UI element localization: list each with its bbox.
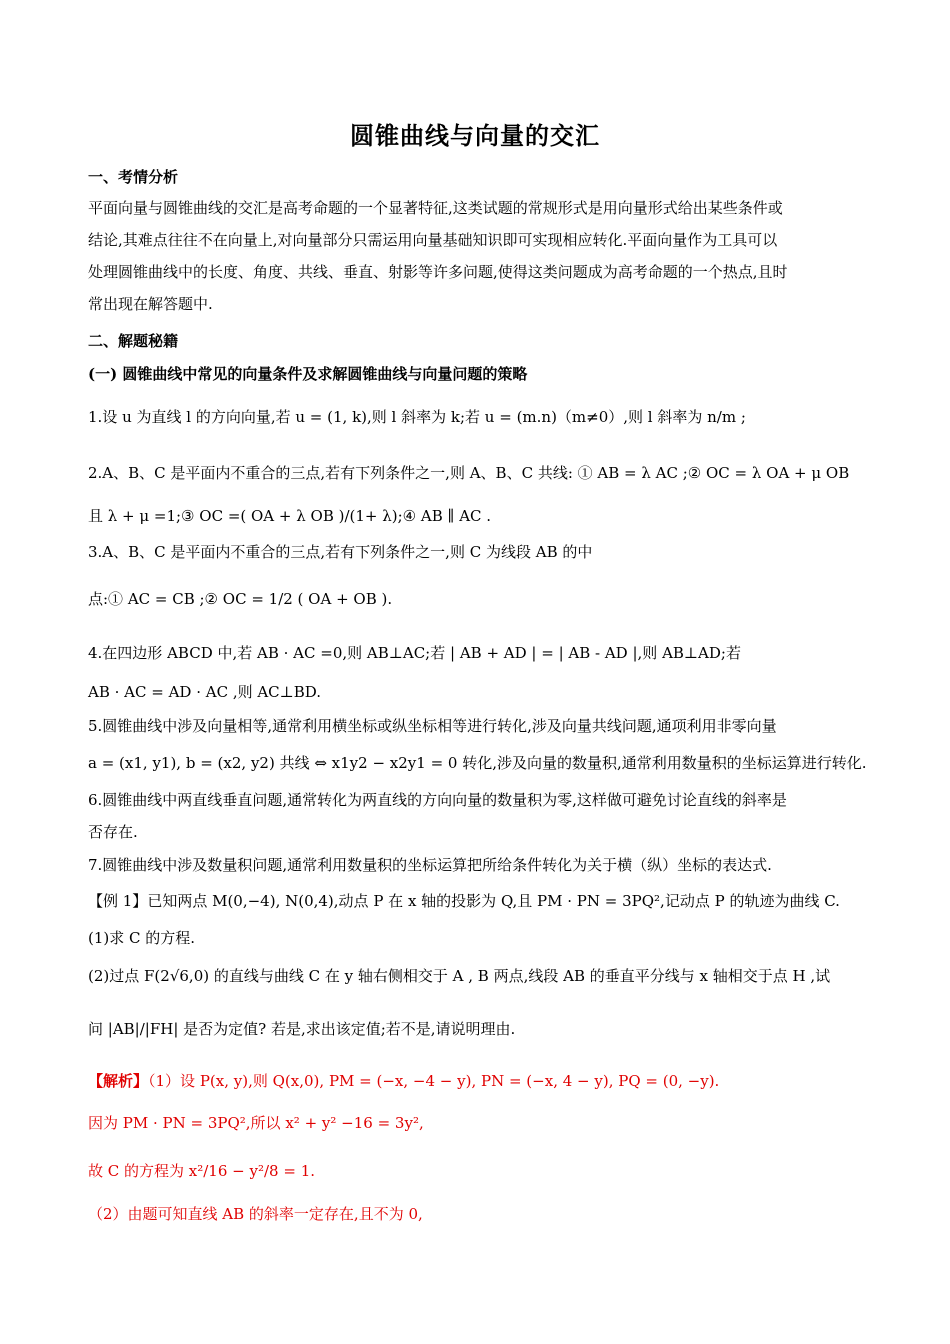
solution-text: （1）设 P(x, y),则 Q(x,0), PM = (−x, −4 − y), PN = (−x, 4 − y), PQ = (0, −y). bbox=[148, 1072, 720, 1090]
example-question-1: (1)求 C 的方程. bbox=[88, 929, 196, 947]
item-4-line-2: AB · AC = AD · AC ,则 AC⊥BD. bbox=[88, 683, 322, 701]
subsection-heading: (一) 圆锥曲线中常见的向量条件及求解圆锥曲线与向量问题的策略 bbox=[88, 365, 528, 383]
item-2-line-1: 2.A、B、C 是平面内不重合的三点,若有下列条件之一,则 A、B、C 共线: ① AB = λ AC ;② OC = λ OA + μ OB bbox=[88, 464, 850, 482]
item-3-line-1: 3.A、B、C 是平面内不重合的三点,若有下列条件之一,则 C 为线段 AB 的中 bbox=[88, 543, 593, 561]
item-7: 7.圆锥曲线中涉及数量积问题,通常利用数量积的坐标运算把所给条件转化为关于横（纵）坐标的表达式. bbox=[88, 856, 772, 874]
item-5-line-2: a = (x1, y1), b = (x2, y2) 共线 ⇔ x1y2 − x2y1 = 0 转化,涉及向量的数量积,通常利用数量积的坐标运算进行转化. bbox=[88, 754, 867, 772]
item-1: 1.设 u 为直线 l 的方向向量,若 u = (1, k),则 l 斜率为 k;若 u = (m.n)（m≠0）,则 l 斜率为 n/m ; bbox=[88, 408, 746, 426]
example-stem: 已知两点 M(0,−4), N(0,4),动点 P 在 x 轴的投影为 Q,且 PM · PN = 3PQ²,记动点 P 的轨迹为曲线 C. bbox=[147, 892, 840, 910]
item-2-line-2: 且 λ + μ =1;③ OC =( OA + λ OB )/(1+ λ);④ AB ∥ AC . bbox=[88, 507, 492, 525]
solution-line-1 bbox=[88, 1070, 719, 1091]
paragraph-line: 结论,其难点往往不在向量上,对向量部分只需运用向量基础知识即可实现相应转化.平面向量作为工具可以 bbox=[88, 231, 778, 249]
item-3-line-2: 点:① AC = CB ;② OC = 1/2 ( OA + OB ). bbox=[88, 590, 393, 608]
item-4-line-1: 4.在四边形 ABCD 中,若 AB · AC =0,则 AB⊥AC;若 | AB + AD | = | AB - AD |,则 AB⊥AD;若 bbox=[88, 644, 741, 662]
example-label: 【例 1】 bbox=[88, 892, 148, 910]
solution-label: 【解析】 bbox=[88, 1072, 149, 1090]
item-5-line-1: 5.圆锥曲线中涉及向量相等,通常利用横坐标或纵坐标相等进行转化,涉及向量共线问题,通项利用非零向量 bbox=[88, 717, 777, 735]
section-heading-tips: 二、解题秘籍 bbox=[88, 332, 179, 350]
example-question-2-line-1: (2)过点 F(2√6,0) 的直线与曲线 C 在 y 轴右侧相交于 A , B 两点,线段 AB 的垂直平分线与 x 轴相交于点 H ,试 bbox=[88, 967, 831, 985]
item-6-line-2: 否存在. bbox=[88, 823, 138, 841]
page-title: 圆锥曲线与向量的交汇 bbox=[350, 121, 600, 150]
solution-line-4: （2）由题可知直线 AB 的斜率一定存在,且不为 0, bbox=[88, 1205, 423, 1223]
paragraph-line: 平面向量与圆锥曲线的交汇是高考命题的一个显著特征,这类试题的常规形式是用向量形式给出某些条件或 bbox=[88, 199, 783, 217]
item-6-line-1: 6.圆锥曲线中两直线垂直问题,通常转化为两直线的方向向量的数量积为零,这样做可避免讨论直线的斜率是 bbox=[88, 791, 787, 809]
solution-line-3: 故 C 的方程为 x²/16 − y²/8 = 1. bbox=[88, 1162, 316, 1180]
section-heading-analysis: 一、考情分析 bbox=[88, 168, 179, 186]
example-1 bbox=[88, 890, 840, 911]
paragraph-line: 常出现在解答题中. bbox=[88, 295, 213, 313]
paragraph-line: 处理圆锥曲线中的长度、角度、共线、垂直、射影等许多问题,使得这类问题成为高考命题的一个热点,且时 bbox=[88, 263, 788, 281]
solution-line-2: 因为 PM · PN = 3PQ²,所以 x² + y² −16 = 3y², bbox=[88, 1114, 424, 1132]
example-question-2-line-2: 问 |AB|/|FH| 是否为定值? 若是,求出该定值;若不是,请说明理由. bbox=[88, 1020, 516, 1038]
